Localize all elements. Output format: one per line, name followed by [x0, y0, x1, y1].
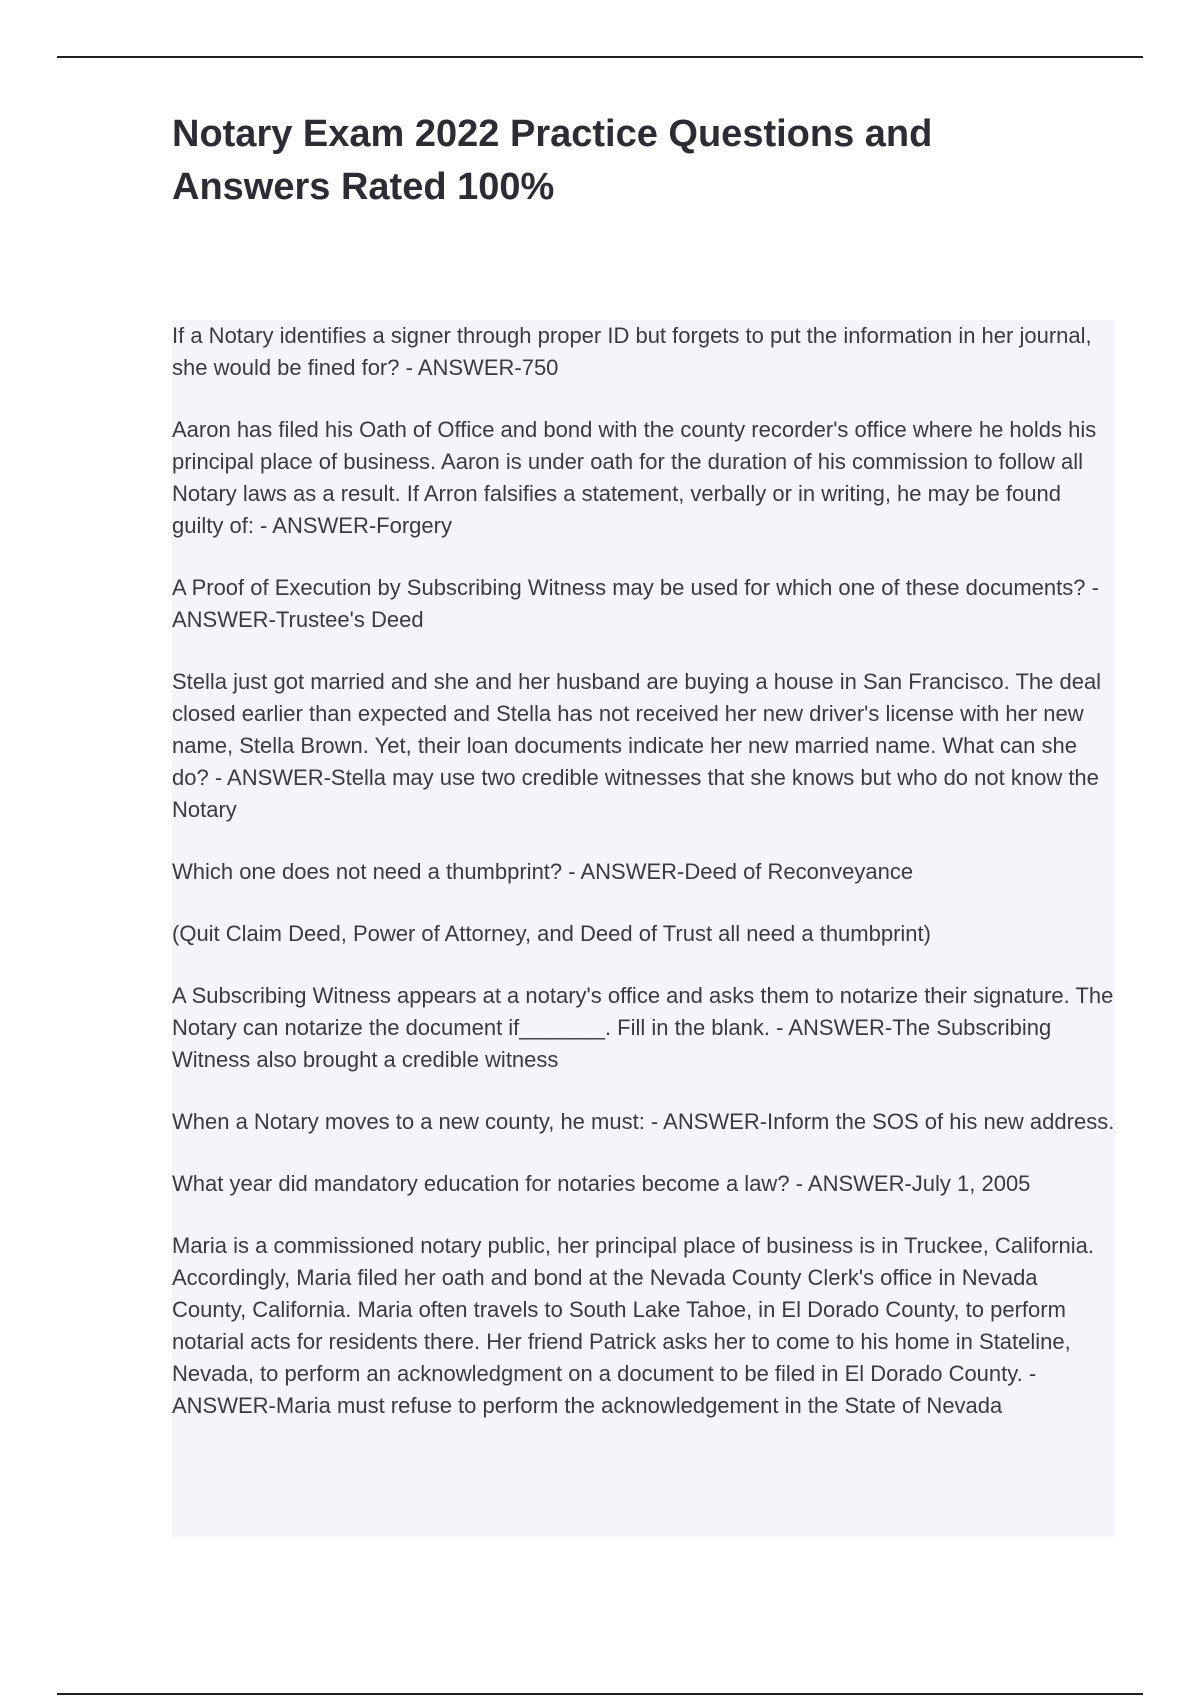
qa-item: Stella just got married and she and her husband are buying a house in San Francisco. The deal closed earlier than expected and Stella has not received her new driver's license with her new name, Stella Brown. Yet, their loan documents indicate her new married name. What can she do? - ANSWER-Stella may use two credible witnesses that she knows but who do not know the Notary: [172, 669, 1102, 822]
qa-item: When a Notary moves to a new county, he must: - ANSWER-Inform the SOS of his new address.: [172, 1109, 1115, 1134]
qa-item: (Quit Claim Deed, Power of Attorney, and Deed of Trust all need a thumbprint): [172, 921, 931, 946]
qa-item: Which one does not need a thumbprint? - ANSWER-Deed of Reconveyance: [172, 859, 914, 884]
qa-item: A Proof of Execution by Subscribing Witness may be used for which one of these documents? - ANSWER-Trustee's Deed: [172, 575, 1099, 632]
qa-item: A Subscribing Witness appears at a notary's office and asks them to notarize their signature. The Notary can notarize the document if_______. Fill in the blank. - ANSWER-The Subscribing Witness also brought a credible witness: [172, 983, 1114, 1072]
document-title: Notary Exam 2022 Practice Questions and Answers Rated 100%: [172, 113, 933, 208]
bottom-divider: [57, 1693, 1143, 1695]
qa-item: If a Notary identifies a signer through proper ID but forgets to put the information in her journal, she would be fined for? - ANSWER-750: [172, 323, 1092, 380]
qa-panel: [172, 320, 1115, 1537]
qa-item: What year did mandatory education for notaries become a law? - ANSWER-July 1, 2005: [172, 1171, 1031, 1196]
qa-item: Aaron has filed his Oath of Office and bond with the county recorder's office where he holds his principal place of business. Aaron is under oath for the duration of his commission to follow all Notary laws as a result. If Arron falsifies a statement, verbally or in writing, he may be found guilty of: - ANSWER-Forgery: [172, 417, 1097, 538]
top-divider: [57, 56, 1143, 58]
qa-item: Maria is a commissioned notary public, her principal place of business is in Truckee, California. Accordingly, Maria filed her oath and bond at the Nevada County Clerk's office in Nevada County, California. Maria often travels to South Lake Tahoe, in El Dorado County, to perform notarial acts for residents there. Her friend Patrick asks her to come to his home in Stateline, Nevada, to perform an acknowledgment on a document to be filed in El Dorado County. - ANSWER-Maria must refuse to perform the acknowledgement in the State of Nevada: [172, 1233, 1094, 1418]
